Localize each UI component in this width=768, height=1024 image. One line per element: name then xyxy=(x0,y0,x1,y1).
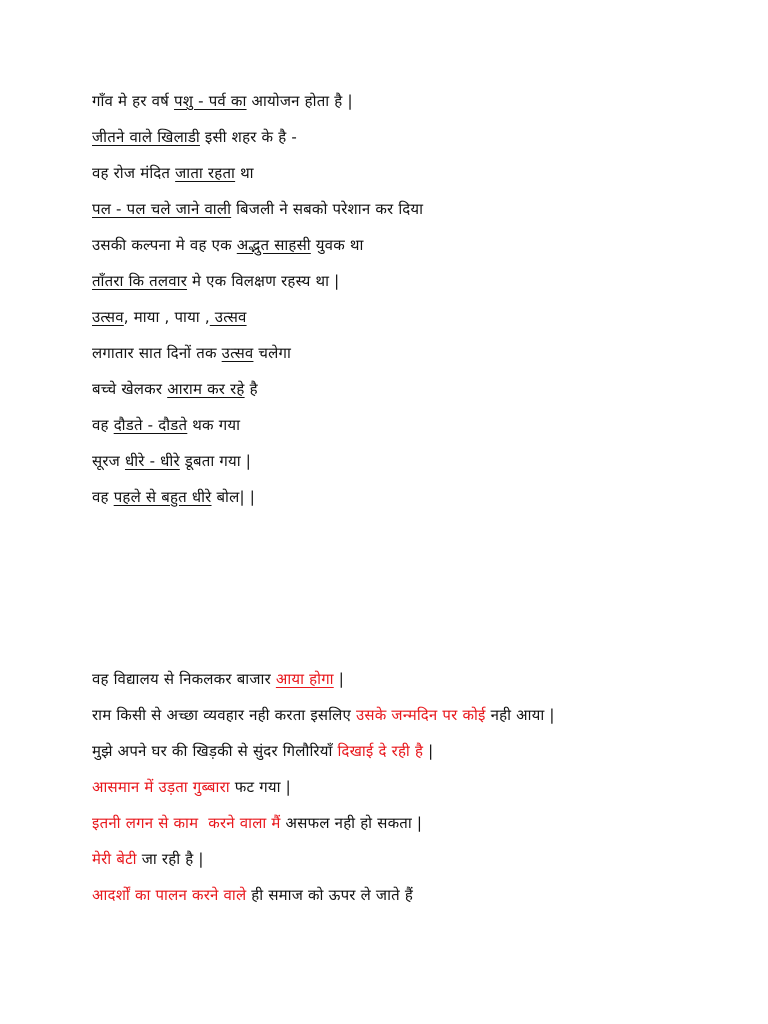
sentence-text: आयोजन होता है | xyxy=(246,92,353,110)
sentence-line xyxy=(92,88,353,114)
highlighted-phrase: आया होगा xyxy=(275,670,334,688)
underlined-phrase: पहले से बहुत धीरे xyxy=(113,488,212,506)
sentence-text: गाँव मे हर वर्ष xyxy=(92,92,175,110)
sentence-text: ही समाज को ऊपर ले जाते हैं xyxy=(246,886,414,904)
underlined-phrase: पल - पल चले जाने वाली xyxy=(92,200,232,218)
underlined-phrase: जाता रहता xyxy=(175,164,236,182)
sentence-line xyxy=(92,124,297,150)
sentence-line xyxy=(92,304,247,330)
sentence-line xyxy=(92,484,255,510)
underlined-phrase: धीरे - धीरे xyxy=(124,452,180,470)
underlined-phrase: पशु - पर्व का xyxy=(174,92,247,110)
sentence-text: राम किसी से अच्छा व्यवहार नही करता इसलिए xyxy=(92,706,356,724)
sentence-line xyxy=(92,376,258,402)
underlined-phrase: आराम कर रहे xyxy=(167,380,245,398)
highlighted-phrase: मेरी बेटी xyxy=(92,850,137,868)
sentence-text: , माया , पाया , xyxy=(123,308,210,326)
sentence-text: युवक था xyxy=(310,236,364,254)
highlighted-phrase: इतनी लगन से काम करने वाला मैं xyxy=(92,814,281,832)
sentence-line xyxy=(92,702,555,728)
highlighted-phrase: दिखाई दे रही है xyxy=(337,742,424,760)
sentence-text: | xyxy=(333,670,344,688)
sentence-text: मुझे अपने घर की खिड़की से सुंदर गिलौरियाँ xyxy=(92,742,338,760)
underlined-phrase: उत्सव xyxy=(209,308,247,326)
sentence-text: बिजली ने सबको परेशान कर दिया xyxy=(231,200,424,218)
underlined-phrase: उत्सव xyxy=(92,308,124,326)
sentence-line xyxy=(92,196,423,222)
sentence-text: नही आया | xyxy=(485,706,555,724)
sentence-text: जा रही है | xyxy=(136,850,204,868)
sentence-line xyxy=(92,738,433,764)
sentence-text: बच्चे खेलकर xyxy=(92,380,168,398)
sentence-text: फट गया | xyxy=(229,778,291,796)
sentence-text: बोल| | xyxy=(211,488,255,506)
sentence-line xyxy=(92,268,339,294)
sentence-text: चलेगा xyxy=(253,344,292,362)
sentence-text: वह xyxy=(92,416,114,434)
sentence-text: डूबता गया | xyxy=(179,452,252,470)
sentence-line xyxy=(92,846,204,872)
sentence-line xyxy=(92,340,291,366)
sentence-text: था xyxy=(235,164,254,182)
highlighted-phrase: उसके जन्मदिन पर कोई xyxy=(355,706,486,724)
sentence-line xyxy=(92,448,251,474)
sentence-text: मे एक विलक्षण रहस्य था | xyxy=(187,272,340,290)
sentence-text: वह विद्यालय से निकलकर बाजार xyxy=(92,670,276,688)
sentence-text: है xyxy=(244,380,258,398)
underlined-phrase: जीतने वाले खिलाडी xyxy=(92,128,200,146)
sentence-line xyxy=(92,160,254,186)
sentence-text: लगातार सात दिनों तक xyxy=(92,344,222,362)
sentence-text: वह xyxy=(92,488,114,506)
underlined-phrase: उत्सव xyxy=(221,344,254,362)
sentence-line xyxy=(92,774,291,800)
underlined-phrase: अद्भुत साहसी xyxy=(236,236,311,254)
sentence-text: उसकी कल्पना मे वह एक xyxy=(92,236,237,254)
sentence-line xyxy=(92,232,364,258)
highlighted-phrase: आसमान में उड़ता गुब्बारा xyxy=(92,778,230,796)
sentence-text: सूरज xyxy=(92,452,125,470)
underlined-phrase: ताँतरा कि तलवार xyxy=(92,272,188,290)
sentence-line xyxy=(92,882,413,908)
underlined-phrase: दौडते - दौडते xyxy=(113,416,188,434)
sentence-text: असफल नही हो सकता | xyxy=(280,814,423,832)
sentence-line xyxy=(92,810,422,836)
sentence-line xyxy=(92,666,344,692)
sentence-text: थक गया xyxy=(187,416,241,434)
sentence-text: | xyxy=(423,742,434,760)
sentence-text: वह रोज मंदित xyxy=(92,164,176,182)
highlighted-phrase: आदर्शों का पालन करने वाले xyxy=(92,886,247,904)
sentence-line xyxy=(92,412,240,438)
sentence-text: इसी शहर के है - xyxy=(199,128,297,146)
